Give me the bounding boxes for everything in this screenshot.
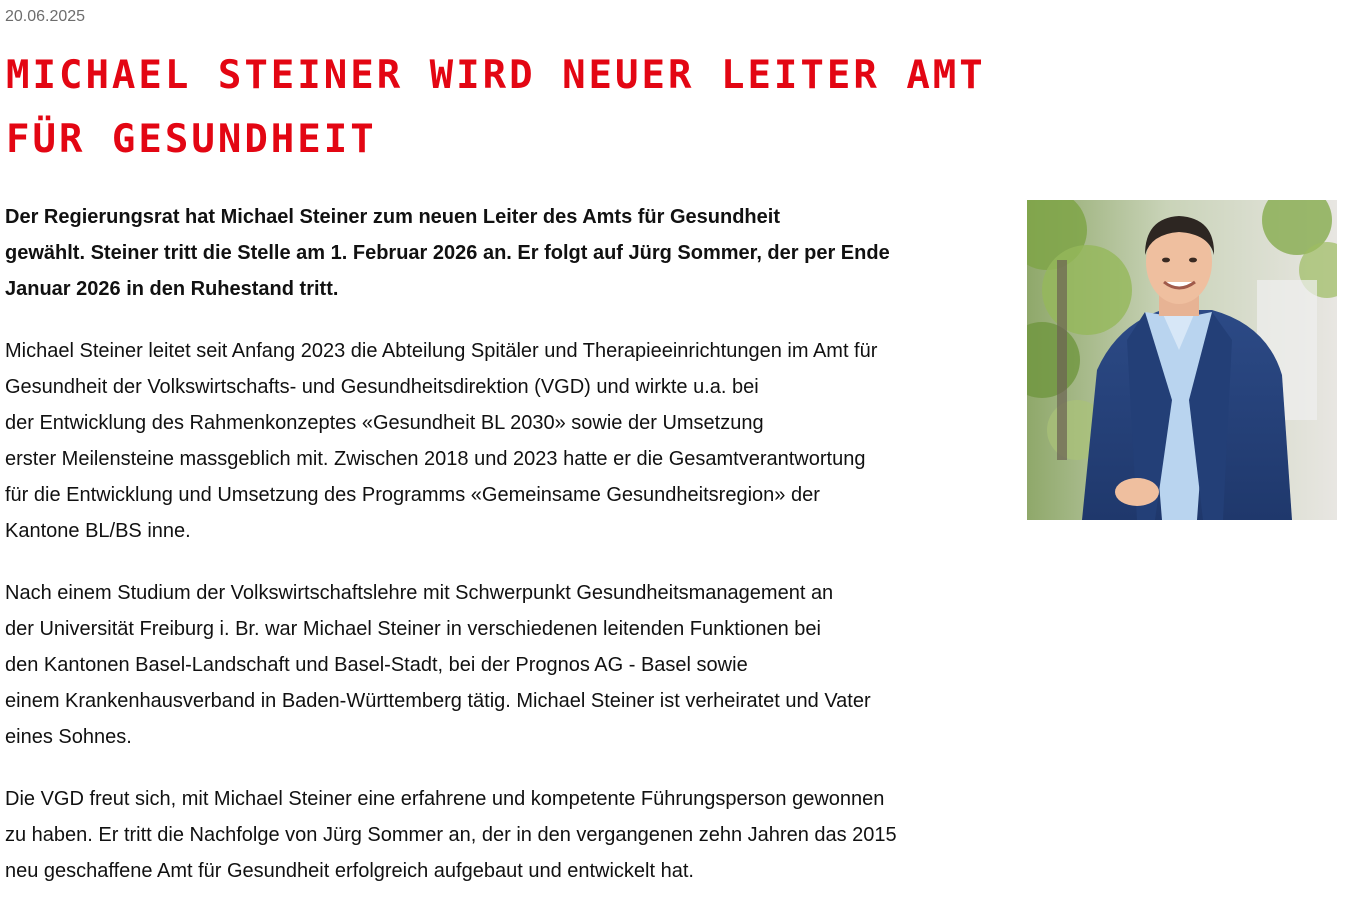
lead-line: Der Regierungsrat hat Michael Steiner zum neuen Leiter des Amts für Gesundheit — [5, 206, 780, 228]
paragraph-line: Michael Steiner leitet seit Anfang 2023 die Abteilung Spitäler und Therapieeinrichtungen im Amt für — [5, 340, 878, 362]
paragraph-line: den Kantonen Basel-Landschaft und Basel-Stadt, bei der Prognos AG - Basel sowie — [5, 654, 748, 676]
lead-line: gewählt. Steiner tritt die Stelle am 1. Februar 2026 an. Er folgt auf Jürg Sommer, der per Ende — [5, 242, 890, 264]
article-body — [5, 199, 1005, 915]
article-title — [6, 44, 1046, 172]
paragraph-closing — [5, 781, 1005, 889]
paragraph-line: eines Sohnes. — [5, 726, 132, 748]
article-date: 20.06.2025 — [5, 8, 86, 25]
title-line: MICHAEL STEINER WIRD NEUER LEITER AMT — [6, 53, 986, 98]
article-lead — [5, 199, 1005, 307]
portrait-photo — [1027, 200, 1337, 520]
paragraph-line: Die VGD freut sich, mit Michael Steiner eine erfahrene und kompetente Führungsperson gewonnen — [5, 788, 885, 810]
paragraph-line: erster Meilensteine massgeblich mit. Zwischen 2018 und 2023 hatte er die Gesamtverantwortung — [5, 448, 866, 470]
paragraph-line: Nach einem Studium der Volkswirtschaftslehre mit Schwerpunkt Gesundheitsmanagement an — [5, 582, 834, 604]
paragraph-line: der Entwicklung des Rahmenkonzeptes «Gesundheit BL 2030» sowie der Umsetzung — [5, 412, 764, 434]
paragraph-line: Kantone BL/BS inne. — [5, 520, 191, 542]
paragraph-line: für die Entwicklung und Umsetzung des Programms «Gemeinsame Gesundheitsregion» der — [5, 484, 820, 506]
paragraph-line: einem Krankenhausverband in Baden-Württemberg tätig. Michael Steiner ist verheiratet und Vater — [5, 690, 871, 712]
paragraph-line: zu haben. Er tritt die Nachfolge von Jürg Sommer an, der in den vergangenen zehn Jahren das 2015 — [5, 824, 897, 846]
paragraph-education — [5, 575, 1005, 755]
paragraph-line: Gesundheit der Volkswirtschafts- und Gesundheitsdirektion (VGD) und wirkte u.a. bei — [5, 376, 759, 398]
title-line: FÜR GESUNDHEIT — [6, 117, 377, 162]
paragraph-line: der Universität Freiburg i. Br. war Michael Steiner in verschiedenen leitenden Funktionen bei — [5, 618, 821, 640]
lead-line: Januar 2026 in den Ruhestand tritt. — [5, 278, 339, 300]
paragraph-career — [5, 333, 1005, 549]
portrait-image — [1027, 200, 1337, 520]
paragraph-line: neu geschaffene Amt für Gesundheit erfolgreich aufgebaut und entwickelt hat. — [5, 860, 694, 882]
